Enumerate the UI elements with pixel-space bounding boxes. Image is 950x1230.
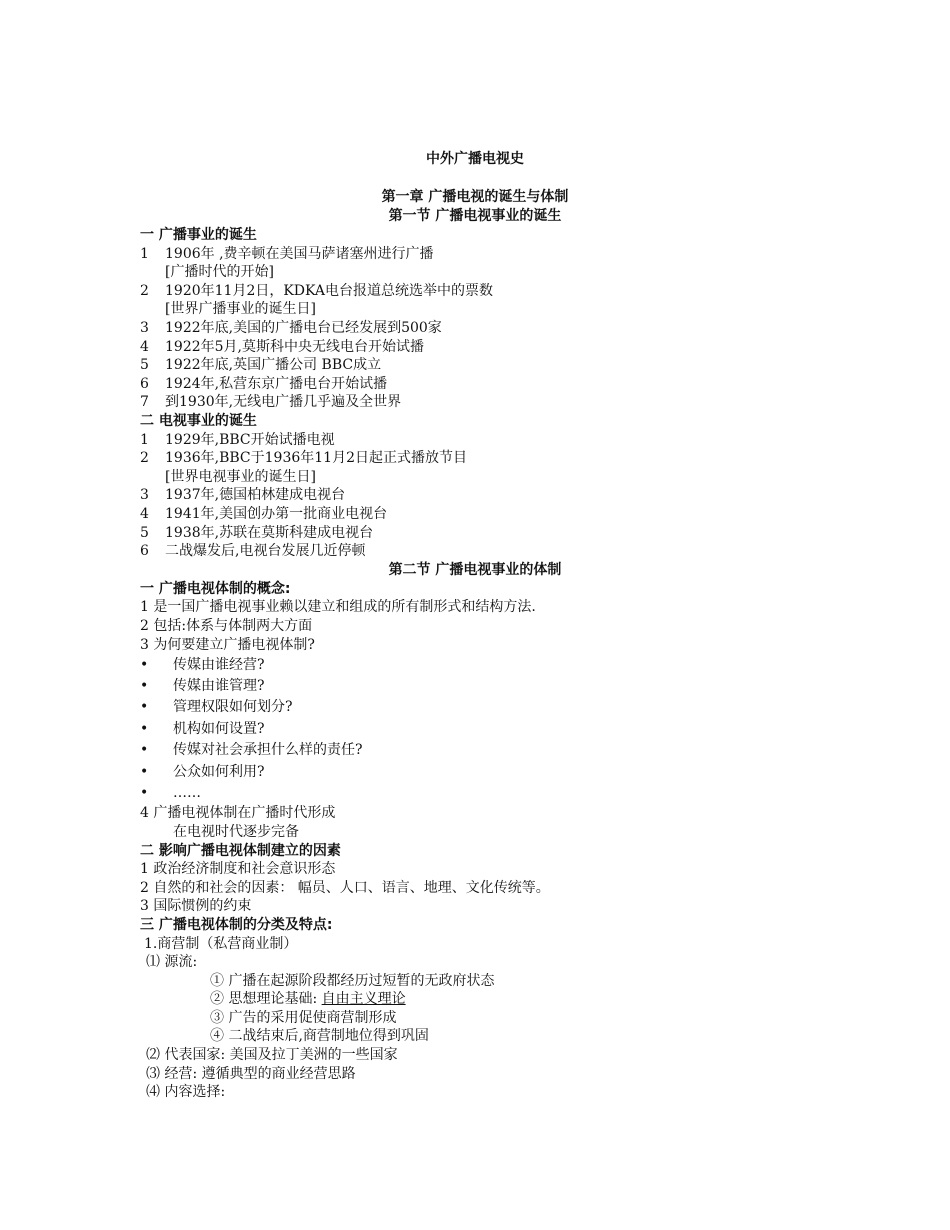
list-item: [世界广播事业的诞生日] <box>165 301 316 317</box>
origin-label: ⑴ 源流: <box>146 954 198 970</box>
origin-item: ① 广播在起源阶段都经历过短暂的无政府状态 <box>210 973 495 989</box>
concept-line: 4 广播电视体制在广播时代形成 <box>140 805 336 821</box>
content-selection-line: ⑷ 内容选择: <box>146 1084 226 1100</box>
concept-line: 3 为何要建立广播电视体制? <box>140 637 315 653</box>
document-title: 中外广播电视史 <box>426 151 524 167</box>
origin-item: ② 思想理论基础: 自由主义理论 <box>210 991 406 1007</box>
bullet-item: • 传媒由谁管理? <box>140 678 265 694</box>
factor-line: 2 自然的和社会的因素： 幅员、人口、语言、地理、文化传统等。 <box>140 880 550 896</box>
heading-tv-birth: 二 电视事业的诞生 <box>140 413 257 429</box>
list-item: 5 1938年,苏联在莫斯科建成电视台 <box>140 525 374 541</box>
bullet-item: • 公众如何利用? <box>140 764 265 780</box>
bullet-icon: • <box>140 742 149 758</box>
concept-line: 2 包括:体系与体制两大方面 <box>140 618 313 634</box>
list-item: [世界电视事业的诞生日] <box>165 469 316 485</box>
origin-item: ④ 二战结束后,商营制地位得到巩固 <box>210 1028 429 1044</box>
concept-line: 在电视时代逐步完备 <box>173 824 299 840</box>
heading-influencing-factors: 二 影响广播电视体制建立的因素 <box>140 843 341 859</box>
list-item: 5 1922年底,英国广播公司 BBC成立 <box>140 357 382 373</box>
bullet-item: • 机构如何设置? <box>140 721 265 737</box>
section-heading-1: 第一节 广播电视事业的诞生 <box>388 208 562 224</box>
bullet-item: • …… <box>140 785 201 801</box>
operation-line: ⑶ 经营: 遵循典型的商业经营思路 <box>146 1066 356 1082</box>
heading-broadcast-birth: 一 广播事业的诞生 <box>140 227 257 243</box>
list-item: 3 1922年底,美国的广播电台已经发展到500家 <box>140 320 442 336</box>
list-item: 7 到1930年,无线电广播几乎遍及全世界 <box>140 394 402 410</box>
section-heading-2: 第二节 广播电视事业的体制 <box>388 562 562 578</box>
list-item: [广播时代的开始] <box>165 264 274 280</box>
list-item: 2 1936年,BBC于1936年11月2日起正式播放节目 <box>140 450 467 466</box>
bullet-icon: • <box>140 721 149 737</box>
chapter-heading: 第一章 广播电视的诞生与体制 <box>381 189 569 205</box>
factor-line: 3 国际惯例的约束 <box>140 898 252 914</box>
bullet-icon: • <box>140 678 149 694</box>
origin-item: ③ 广告的采用促使商营制形成 <box>210 1010 397 1026</box>
list-item: 1 1906年 ,费辛顿在美国马萨诸塞州进行广播 <box>140 246 434 262</box>
bullet-icon: • <box>140 785 149 801</box>
list-item: 4 1922年5月,莫斯科中央无线电台开始试播 <box>140 339 424 355</box>
list-item: 1 1929年,BBC开始试播电视 <box>140 432 335 448</box>
bullet-item: • 传媒由谁经营? <box>140 657 265 673</box>
list-item: 6 二战爆发后,电视台发展几近停顿 <box>140 543 366 559</box>
heading-system-concept: 一 广播电视体制的概念: <box>140 581 291 597</box>
representative-countries: ⑵ 代表国家: 美国及拉丁美洲的一些国家 <box>146 1047 398 1063</box>
bullet-item: • 传媒对社会承担什么样的责任? <box>140 742 363 758</box>
list-item: 6 1924年,私营东京广播电台开始试播 <box>140 376 388 392</box>
concept-line: 1 是一国广播电视事业赖以建立和组成的所有制形式和结构方法. <box>140 599 536 615</box>
bullet-icon: • <box>140 764 149 780</box>
list-item: 2 1920年11月2日，KDKA电台报道总统选举中的票数 <box>140 283 494 299</box>
bullet-item: • 管理权限如何划分? <box>140 699 293 715</box>
bullet-icon: • <box>140 657 149 673</box>
factor-line: 1 政治经济制度和社会意识形态 <box>140 861 336 877</box>
bullet-icon: • <box>140 699 149 715</box>
heading-classification: 三 广播电视体制的分类及特点: <box>140 917 333 933</box>
commercial-system-title: 1.商营制（私营商业制） <box>144 936 298 952</box>
liberalism-theory-text: 自由主义理论 <box>321 991 406 1007</box>
list-item: 3 1937年,德国柏林建成电视台 <box>140 487 346 503</box>
list-item: 4 1941年,美国创办第一批商业电视台 <box>140 506 388 522</box>
